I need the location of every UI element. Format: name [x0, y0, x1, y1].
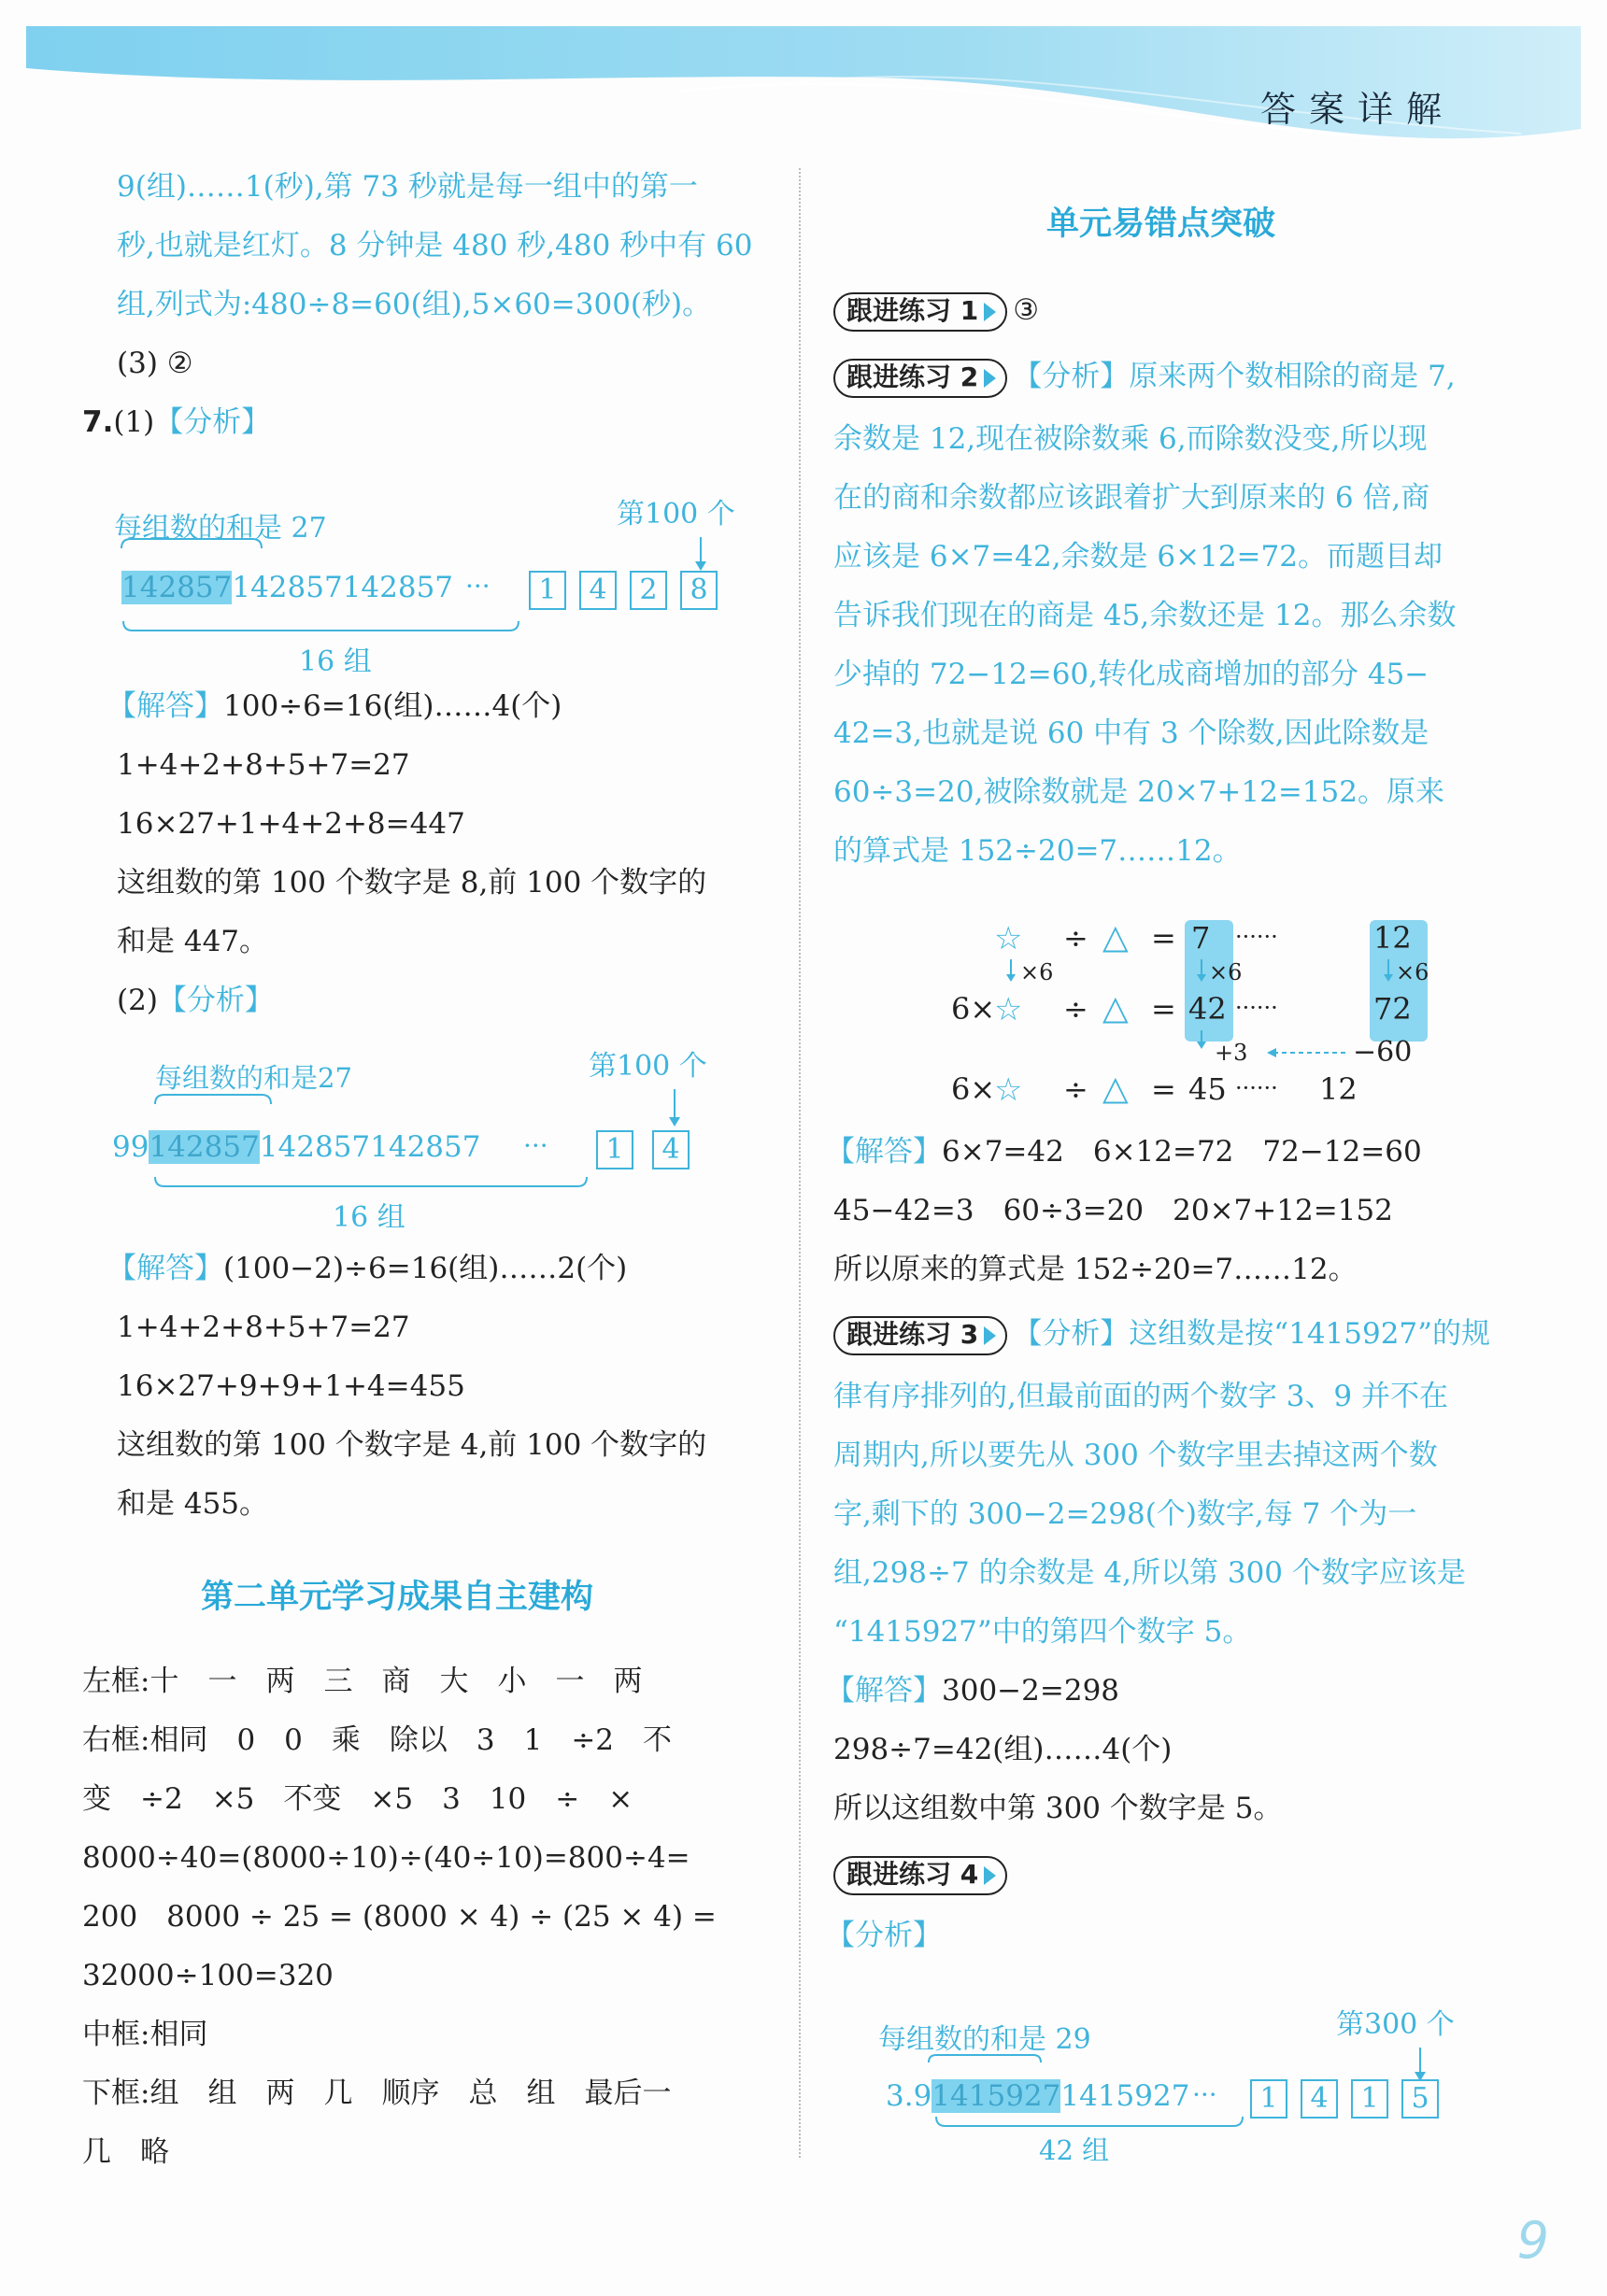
answer-tag: 【解答】	[107, 689, 223, 723]
highlighted-group: 142857	[149, 1130, 260, 1164]
q7-heading	[82, 404, 270, 441]
practice-badge-2: 跟进练习 2	[833, 359, 1007, 398]
sequence-diagram-2	[110, 1037, 718, 1242]
group-count-label: 16 组	[299, 645, 372, 678]
practice-3-solution-line-1: 【解答】300−2=298	[826, 1674, 1120, 1708]
digit-box: 5	[1401, 2079, 1439, 2119]
digit-sequence	[886, 2079, 1189, 2113]
digit-box: 1	[596, 1130, 633, 1169]
digit-box: 2	[630, 571, 667, 610]
practice-badge-3: 跟进练习 3	[833, 1316, 1007, 1355]
solution-2-line-2: 1+4+2+8+5+7=27	[117, 1311, 410, 1344]
unit2-line-8: 下框:组 组 两 几 顺序 总 组 最后一	[82, 2076, 672, 2110]
highlighted-group: 142857	[121, 571, 233, 604]
unit2-line-6: 32000÷100=320	[82, 1959, 334, 1992]
q7-part2-heading: (2)【分析】	[117, 984, 274, 1017]
arrow-right-icon	[984, 1326, 996, 1345]
sequence-ellipsis: ···	[1192, 2079, 1217, 2110]
practice-1-answer: ③	[1013, 293, 1040, 327]
practice-2-solution-line-1: 【解答】6×7=42 6×12=72 72−12=60	[826, 1135, 1422, 1169]
q7-number: 7.	[82, 405, 114, 439]
unit2-line-3: 变 ÷2 ×5 不变 ×5 3 10 ÷ ×	[82, 1782, 633, 1816]
column-divider	[799, 168, 801, 2158]
group-sum-label: 每组数的和是 29	[878, 2023, 1091, 2056]
sequence-diagram-3	[878, 1990, 1476, 2166]
practice-2-analysis-line: 60÷3=20,被除数就是 20×7+12=152。原来	[833, 775, 1444, 809]
practice-3-analysis-line: 组,298÷7 的余数是 4,所以第 300 个数字应该是	[833, 1556, 1466, 1590]
sequence-prefix: 3.9	[886, 2079, 932, 2113]
practice-badge-4: 跟进练习 4	[833, 1856, 1007, 1895]
practice-3-line-1: 跟进练习 3 【分析】这组数是按“1415927”的规	[833, 1315, 1490, 1355]
practice-2-line-1: 跟进练习 2 【分析】原来两个数相除的商是 7,	[833, 358, 1456, 398]
position-label: 第100 个	[589, 1050, 707, 1083]
star-icon: ☆	[994, 920, 1023, 957]
triangle-icon: △	[1102, 989, 1129, 1028]
unit2-line-7: 中框:相同	[82, 2018, 208, 2051]
unit2-line-5: 200 8000 ÷ 25 = (8000 × 4) ÷ (25 × 4) =	[82, 1900, 717, 1934]
solution-2-line-5: 和是 455。	[117, 1487, 269, 1521]
solution-2-line-3: 16×27+9+9+1+4=455	[117, 1369, 465, 1403]
digit-box: 4	[652, 1130, 690, 1169]
sequence-ellipsis: ···	[465, 571, 491, 602]
answer-tag: 【解答】	[107, 1252, 223, 1285]
digit-box: 4	[579, 571, 617, 610]
practice-badge-1: 跟进练习 1	[833, 292, 1007, 332]
arrow-right-icon	[984, 303, 996, 321]
solution-1-line-3: 16×27+1+4+2+8=447	[117, 807, 465, 841]
digit-sequence	[112, 1130, 480, 1164]
group-sum-label: 每组数的和是 27	[114, 512, 327, 545]
solution-2-line-1: 【解答】(100−2)÷6=16(组)……2(个)	[107, 1252, 628, 1285]
solution-1-line-5: 和是 447。	[117, 925, 269, 958]
sequence-rest: 142857142857	[259, 1130, 481, 1164]
practice-3-analysis-line: 字,剩下的 300−2=298(个)数字,每 7 个为一	[833, 1497, 1417, 1531]
digit-box: 1	[1250, 2079, 1287, 2119]
practice-2-analysis-line: 42=3,也就是说 60 中有 3 个除数,因此除数是	[833, 716, 1429, 750]
practice-3-analysis-line: 律有序排列的,但最前面的两个数字 3、9 并不在	[833, 1380, 1449, 1413]
continued-line-2: 秒,也就是红灯。8 分钟是 480 秒,480 秒中有 60	[117, 229, 753, 262]
triangle-icon: △	[1102, 1070, 1129, 1108]
sequence-rest: 142857142857	[232, 571, 454, 604]
solution-1-line-4: 这组数的第 100 个数字是 8,前 100 个数字的	[117, 866, 707, 900]
header-title: 答案详解	[1259, 89, 1455, 130]
practice-2-analysis-line: 告诉我们现在的商是 45,余数还是 12。那么余数	[833, 599, 1457, 632]
group-count-label: 42 组	[1039, 2134, 1110, 2166]
practice-2-analysis-line: 应该是 6×7=42,余数是 6×12=72。而题目却	[833, 540, 1443, 574]
star-icon: ☆	[994, 991, 1023, 1028]
unit2-line-2: 右框:相同 0 0 乘 除以 3 1 ÷2 不	[82, 1723, 673, 1757]
practice-2-solution-line-3: 所以原来的算式是 152÷20=7……12。	[833, 1253, 1358, 1286]
continued-line-3: 组,列式为:480÷8=60(组),5×60=300(秒)。	[117, 288, 712, 321]
continued-line-1: 9(组)……1(秒),第 73 秒就是每一组中的第一	[117, 170, 698, 204]
digit-box: 8	[680, 571, 718, 610]
practice-2-analysis-line: 余数是 12,现在被除数乘 6,而除数没变,所以现	[833, 422, 1428, 456]
highlighted-group: 1415927	[931, 2079, 1061, 2113]
q7-part1-label: (1)	[113, 405, 155, 439]
division-diagram: ☆ ÷ △ = 7 ······ 12 ×6 ×6 ×6 6× ☆ ÷ △ = 42 ······ 72 +3 −60 6× ☆ ÷ △ = 45 ······ 12	[944, 920, 1429, 1116]
arrow-right-icon	[984, 369, 996, 388]
practice-4-analysis-tag: 【分析】	[826, 1919, 942, 1952]
unit2-line-9: 几 略	[82, 2135, 169, 2169]
practice-2-analysis-line: 在的商和余数都应该跟着扩大到原来的 6 倍,商	[833, 481, 1430, 515]
digit-box: 1	[529, 571, 566, 610]
solution-1-line-1: 【解答】100÷6=16(组)……4(个)	[107, 689, 562, 723]
star-icon: ☆	[994, 1071, 1023, 1109]
answer-tag: 【解答】	[826, 1135, 942, 1169]
page-header	[26, 26, 1581, 152]
practice-3-solution-line-3: 所以这组数中第 300 个数字是 5。	[833, 1792, 1283, 1825]
practice-1	[833, 291, 1039, 332]
sequence-prefix: 99	[112, 1130, 149, 1164]
group-count-label: 16 组	[333, 1201, 405, 1234]
practice-3-analysis-line: 周期内,所以要先从 300 个数字里去掉这两个数	[833, 1439, 1438, 1472]
answer-tag: 【解答】	[826, 1674, 942, 1708]
arrow-right-icon	[984, 1866, 996, 1885]
q6-part3-answer: (3) ②	[117, 347, 193, 380]
sequence-rest: 1415927	[1060, 2079, 1190, 2113]
digit-sequence	[121, 571, 453, 604]
digit-box: 4	[1301, 2079, 1338, 2119]
diagram-3-lines	[878, 1990, 1476, 2153]
practice-4	[833, 1855, 1013, 1895]
practice-2-solution-line-2: 45−42=3 60÷3=20 20×7+12=152	[833, 1194, 1393, 1227]
sequence-diagram-1	[112, 490, 747, 677]
unit2-line-1: 左框:十 一 两 三 商 大 小 一 两	[82, 1665, 643, 1698]
practice-3-analysis-line: “1415927”中的第四个数字 5。	[833, 1615, 1252, 1649]
position-label: 第100 个	[617, 498, 735, 531]
practice-3-solution-line-2: 298÷7=42(组)……4(个)	[833, 1733, 1173, 1766]
position-label: 第300 个	[1336, 2008, 1455, 2041]
digit-box: 1	[1351, 2079, 1388, 2119]
group-sum-label: 每组数的和是27	[155, 1062, 352, 1094]
page-number: 9	[1516, 2211, 1549, 2270]
sequence-ellipsis: ···	[523, 1130, 548, 1161]
solution-1-line-2: 1+4+2+8+5+7=27	[117, 748, 410, 782]
solution-2-line-4: 这组数的第 100 个数字是 4,前 100 个数字的	[117, 1428, 707, 1462]
error-points-section-title: 单元易错点突破	[1046, 206, 1276, 243]
unit2-line-4: 8000÷40=(8000÷10)÷(40÷10)=800÷4=	[82, 1841, 690, 1875]
unit2-section-title: 第二单元学习成果自主建构	[201, 1579, 594, 1616]
triangle-icon: △	[1102, 918, 1129, 957]
practice-2-analysis-line: 少掉的 72−12=60,转化成商增加的部分 45−	[833, 658, 1429, 691]
practice-2-analysis-line: 的算式是 152÷20=7……12。	[833, 834, 1242, 868]
analysis-tag: 【分析】	[154, 405, 271, 439]
